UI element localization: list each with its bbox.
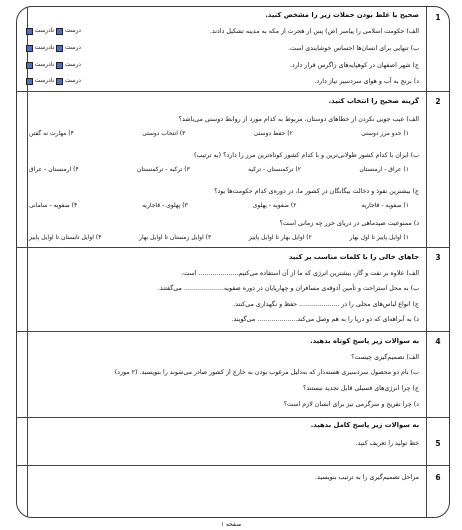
- true-label: درست: [65, 78, 81, 84]
- true-false-choice: [21, 44, 81, 53]
- option[interactable]: ۳) پهلوی - قاجاریه: [142, 202, 188, 209]
- short-answer-item: د) چرا تفریح و سرگرمی نیز برای انسان لازم است؟: [283, 401, 419, 408]
- option[interactable]: ۱) صفویه - قاجاریه: [361, 202, 409, 209]
- false-label: نادرست: [34, 45, 55, 51]
- option[interactable]: ۳) اوایل زمستان تا اوایل بهار: [139, 234, 212, 241]
- fill-in-item: ب) به محل استراحت و تأمین آذوقه‌ی مسافران و چهارپایان در دوره صفویه.................... می‌گفتند.: [157, 285, 419, 292]
- row-separator: [17, 91, 449, 92]
- question-1-item: د) برنج به آب و هوای سردسیر نیاز دارد.: [314, 78, 419, 85]
- option-row: [29, 165, 409, 174]
- question-5-title: به سوالات زیر پاسخ کامل بدهید.: [310, 421, 419, 429]
- option[interactable]: ۴) صفویه - سامانی: [29, 202, 78, 209]
- true-checkbox[interactable]: [56, 28, 63, 35]
- fill-in-item: الف) علاوه بر نفت و گاز، بیشترین انرژی که ما از آن استفاده می‌کنیم.................... است.: [181, 270, 419, 277]
- true-checkbox[interactable]: [56, 78, 63, 85]
- row-separator: [17, 247, 449, 248]
- question-1-item: ب) تنهایی برای انسان‌ها احساس خوشایندی است.: [288, 45, 419, 52]
- option[interactable]: ۲) حفظ دوستی: [253, 130, 293, 137]
- question-2-stem: د) ممنوعیت صیدماهی در دریای خزر چه زمانی است؟: [279, 220, 419, 227]
- question-number: 5: [435, 439, 441, 448]
- row-separator: [17, 331, 449, 332]
- question-2-stem: ج) بیشترین نفوذ و دخالت بیگانگان در کشور ما، در دوره‌ی کدام حکومت‌ها بود؟: [214, 188, 419, 195]
- false-checkbox[interactable]: [26, 78, 33, 85]
- option[interactable]: ۱) اوایل پاییز تا اول بهار: [349, 234, 409, 241]
- option[interactable]: ۴) اوایل تابستان تا اوایل پاییز: [29, 234, 102, 241]
- false-label: نادرست: [34, 28, 55, 34]
- option[interactable]: ۳) ترکیه - ترکمنستان: [137, 166, 190, 173]
- question-number: 3: [435, 253, 441, 262]
- true-label: درست: [65, 62, 81, 68]
- true-false-choice: [21, 77, 81, 86]
- option[interactable]: ۳) انتخاب دوستی: [142, 130, 186, 137]
- row-separator: [17, 465, 449, 466]
- question-1-item: ج) شهر اصفهان در کوهپایه‌های زاگرس قرار دارد.: [289, 62, 419, 69]
- short-answer-item: ج) چرا انرژی‌های فسیلی قابل تجدید نیستند؟: [303, 385, 419, 392]
- long-answer-item: خط تولید را تعریف کنید.: [355, 440, 419, 447]
- short-answer-item: الف) تصمیم‌گیری چیست؟: [351, 354, 419, 361]
- false-label: نادرست: [34, 62, 55, 68]
- false-checkbox[interactable]: [26, 62, 33, 69]
- option-row: [29, 201, 409, 210]
- row-separator: [17, 417, 449, 418]
- question-number: 6: [435, 473, 441, 482]
- option[interactable]: ۱) عراق - ارمنستان: [359, 166, 409, 173]
- true-checkbox[interactable]: [56, 45, 63, 52]
- true-label: درست: [65, 28, 81, 34]
- short-answer-item: ب) نام دو محصول سردسیری هسته‌دار که به‌دلیل مرغوب بودن به خارج از کشور صادر می‌شوند را بنویسید. (۲ مورد): [114, 369, 419, 376]
- question-2-stem: ب) ایران با کدام کشور طولانی‌ترین و با کدام کشور کوتاه‌ترین مرز را دارد؟ (به ترتیب): [193, 152, 419, 159]
- question-3-title: جاهای خالی را با کلمات مناسب پر کنید: [288, 253, 419, 261]
- long-answer-item: مراحل تصمیم‌گیری را به ترتیب بنویسید.: [315, 474, 419, 481]
- option[interactable]: ۴) ارمنستان - عراق: [29, 166, 79, 173]
- question-number: 2: [435, 97, 441, 106]
- page-footer: صفحه ۱: [220, 521, 242, 528]
- option[interactable]: ۲) اوایل بهار تا اوایل پاییز: [248, 234, 312, 241]
- true-label: درست: [65, 45, 81, 51]
- fill-in-item: ج) انواع لباس‌های محلی را در .................... حفظ و نگهداری می‌کنند.: [233, 301, 419, 308]
- option[interactable]: ۴) مهارت نه گفتن: [29, 130, 74, 137]
- option[interactable]: ۲) ترکمنستان - ترکیه: [248, 166, 302, 173]
- question-2-title: گزینه صحیح را انتخاب کنید.: [328, 97, 419, 105]
- false-checkbox[interactable]: [26, 28, 33, 35]
- question-number: 1: [435, 13, 441, 22]
- question-number: 4: [435, 337, 441, 346]
- option-row: [29, 233, 409, 242]
- true-checkbox[interactable]: [56, 62, 63, 69]
- question-1-title: صحیح یا غلط بودن جملات زیر را مشخص کنید.: [265, 11, 419, 19]
- question-1-item: الف) حکومت اسلامی را پیامبر (ص) پس از هجرت از مکه به مدینه تشکیل دادند.: [209, 28, 419, 35]
- question-2-stem: الف) عیب جویی نکردن از خطاهای دوستان، مربوط به کدام مورد از روابط دوستی می‌باشد؟: [178, 116, 419, 123]
- option-row: [29, 129, 409, 138]
- false-label: نادرست: [34, 78, 55, 84]
- true-false-choice: [21, 27, 81, 36]
- false-checkbox[interactable]: [26, 45, 33, 52]
- fill-in-item: د) به آبراهه‌ای که دو دریا را به هم وصل می‌کند.................... می‌گویند.: [231, 316, 419, 323]
- option[interactable]: ۲) صفویه - پهلوی: [252, 202, 297, 209]
- exam-sheet: [16, 6, 450, 518]
- option[interactable]: ۱) حدو مرز دوستی: [361, 130, 409, 137]
- true-false-choice: [21, 61, 81, 70]
- question-4-title: به سوالات زیر پاسخ کوتاه بدهید.: [310, 337, 419, 345]
